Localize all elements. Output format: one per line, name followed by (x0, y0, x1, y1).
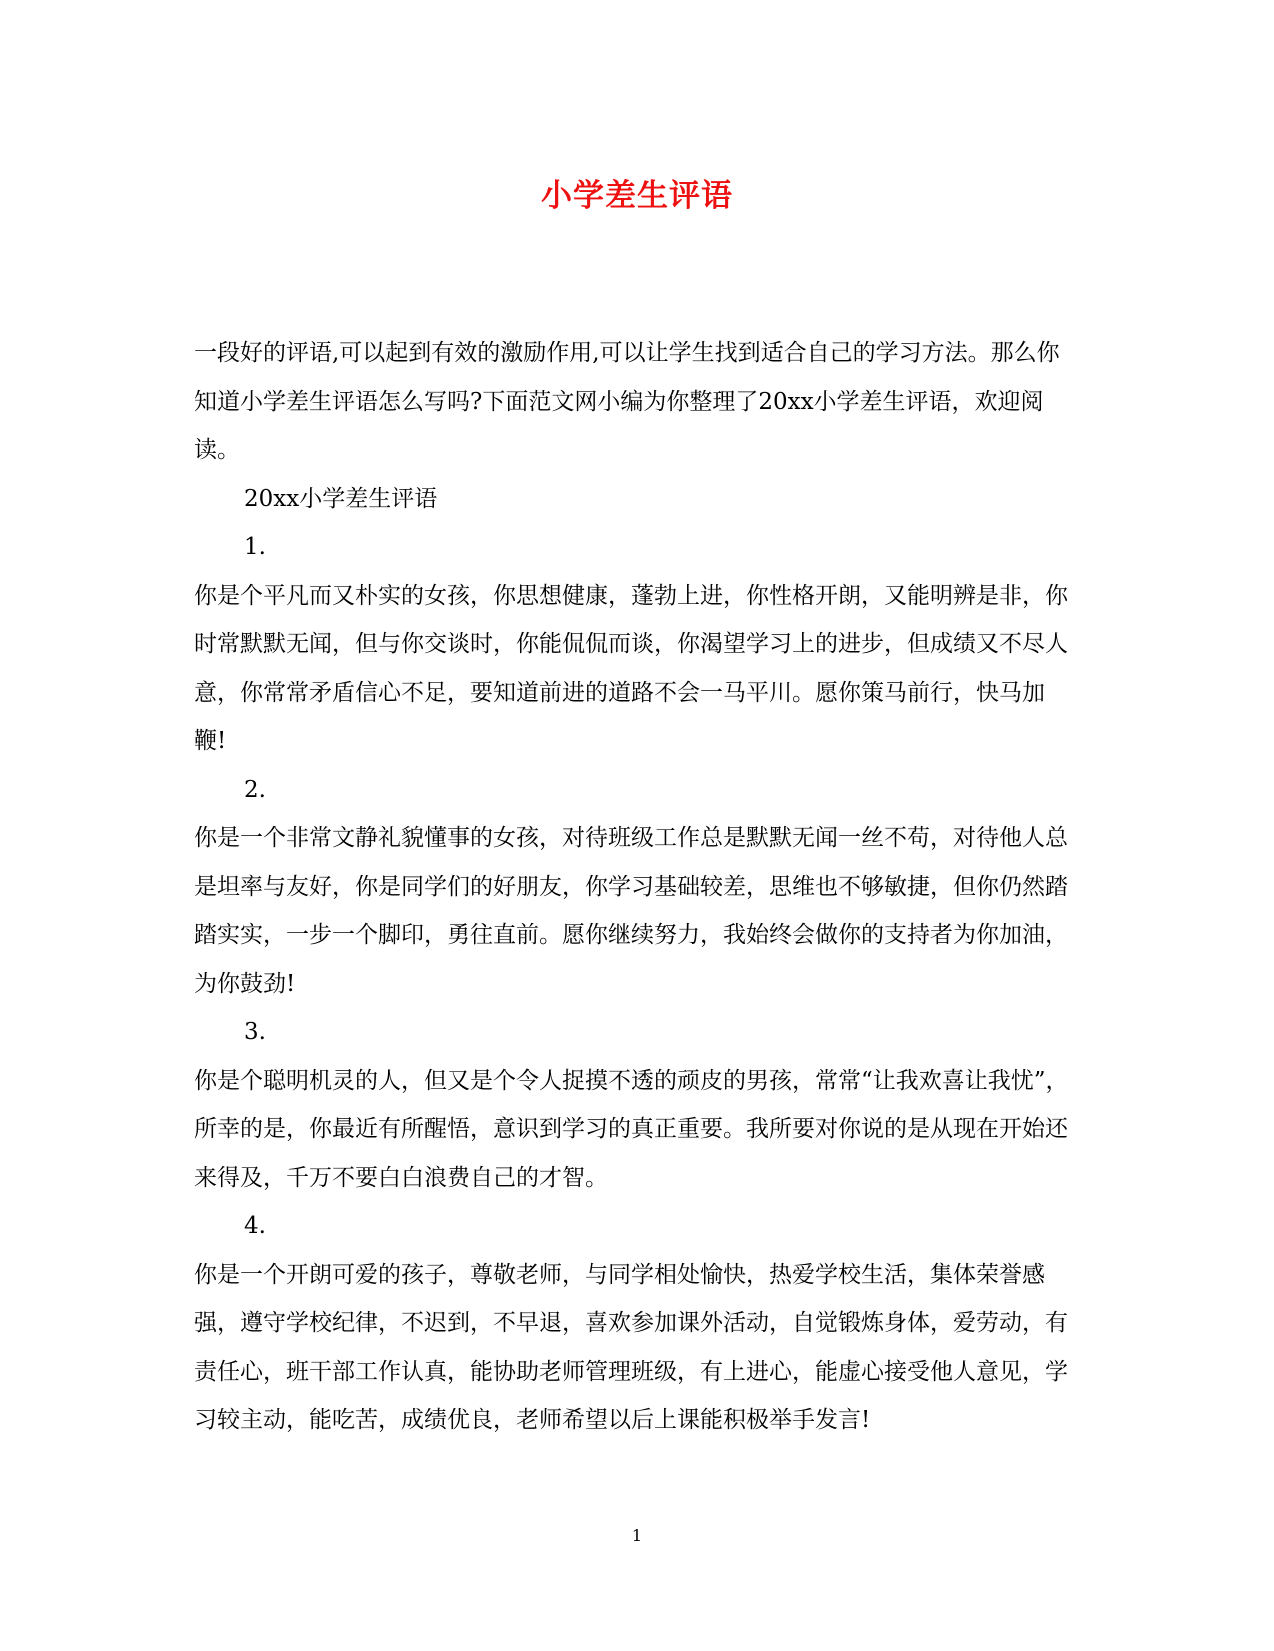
item-text: 你是个聪明机灵的人，但又是个令人捉摸不透的顽皮的男孩，常常“让我欢喜让我忧”，所幸的是，你最近有所醒悟，意识到学习的真正重要。我所要对你说的是从现在开始还来得及，千万不要白白浪费自己的才智。 (194, 1067, 1069, 1191)
intro-paragraph: 一段好的评语,可以起到有效的激励作用,可以让学生找到适合自己的学习方法。那么你知道小学差生评语怎么写吗?下面范文网小编为你整理了20xx小学差生评语，欢迎阅读。 (194, 340, 1060, 463)
section-heading: 20xx小学差生评语 (244, 485, 438, 512)
page-number: 1 (631, 1526, 643, 1545)
item-text: 你是一个开朗可爱的孩子，尊敬老师，与同学相处愉快，热爱学校生活，集体荣誉感强，遵守学校纪律，不迟到，不早退，喜欢参加课外活动，自觉锻炼身体，爱劳动，有责任心，班干部工作认真，能协助老师管理班级，有上进心，能虚心接受他人意见，学习较主动，能吃苦，成绩优良，老师希望以后上课能积极举手发言! (194, 1261, 1068, 1433)
document-title: 小学差生评语 (541, 178, 733, 214)
item-number: 4. (244, 1213, 266, 1239)
item-text: 你是一个非常文静礼貌懂事的女孩，对待班级工作总是默默无闻一丝不苟，对待他人总是坦率与友好，你是同学们的好朋友，你学习基础较差，思维也不够敏捷，但你仍然踏踏实实，一步一个脚印，勇往直前。愿你继续努力，我始终会做你的支持者为你加油，为你鼓劲! (194, 825, 1068, 997)
item-text: 你是个平凡而又朴实的女孩，你思想健康，蓬勃上进，你性格开朗，又能明辨是非，你时常默默无闻，但与你交谈时，你能侃侃而谈，你渴望学习上的进步，但成绩又不尽人意，你常常矛盾信心不足，要知道前进的道路不会一马平川。愿你策马前行，快马加鞭! (194, 582, 1068, 754)
document-body (194, 329, 1074, 1445)
item-number: 2. (244, 776, 266, 803)
item-number: 3. (244, 1019, 266, 1045)
item-number: 1. (244, 534, 266, 560)
